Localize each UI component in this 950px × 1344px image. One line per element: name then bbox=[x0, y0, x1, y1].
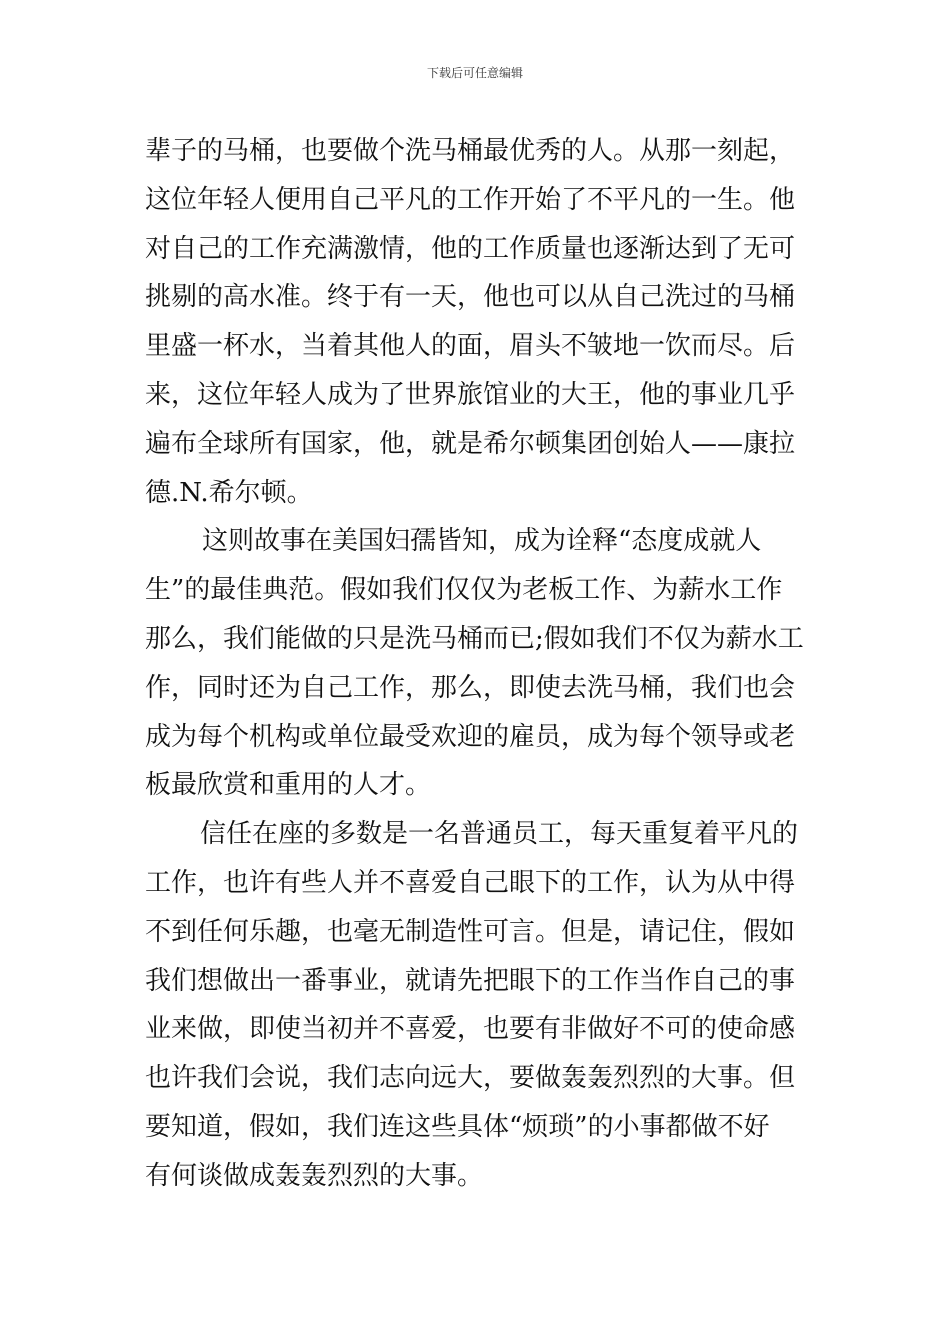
paragraph-3 bbox=[145, 810, 809, 1200]
text-line: 信任在座的多数是一名普通员工，每天重复着平凡的 bbox=[200, 819, 799, 850]
page-header: 下载后可任意编辑 bbox=[426, 66, 523, 80]
text-line: 里盛一杯水，当着其他人的面，眉头不皱地一饮而尽。后 bbox=[145, 331, 796, 362]
text-line: 那么，我们能做的只是洗马桶而已;假如我们不仅为薪水工 bbox=[145, 623, 804, 654]
text-line: 来，这位年轻人成为了世界旅馆业的大王，他的事业几乎 bbox=[145, 379, 796, 410]
text-line: 业来做，即使当初并不喜爱，也要有非做好不可的使命感 bbox=[145, 1014, 796, 1045]
paragraph-1 bbox=[145, 127, 809, 517]
text-line: 德.N.希尔顿。 bbox=[145, 477, 313, 508]
text-line: 作，同时还为自己工作，那么，即使去洗马桶，我们也会 bbox=[145, 672, 796, 703]
text-line: 对自己的工作充满激情，他的工作质量也逐渐达到了无可 bbox=[145, 233, 796, 264]
paragraph-2 bbox=[145, 517, 809, 810]
text-line: 我们想做出一番事业，就请先把眼下的工作当作自己的事 bbox=[145, 965, 796, 996]
text-line: 这位年轻人便用自己平凡的工作开始了不平凡的一生。他 bbox=[145, 184, 796, 215]
text-line: 遍布全球所有国家，他，就是希尔顿集团创始人——康拉 bbox=[145, 428, 796, 459]
text-line: 要知道，假如，我们连这些具体“烦琐”的小事都做不好 bbox=[145, 1111, 770, 1142]
text-line: 这则故事在美国妇孺皆知，成为诠释“态度成就人 bbox=[202, 526, 762, 557]
text-line: 辈子的马桶，也要做个洗马桶最优秀的人。从那一刻起， bbox=[145, 136, 796, 166]
text-line: 也许我们会说，我们志向远大，要做轰轰烈烈的大事。但 bbox=[145, 1063, 796, 1094]
text-line: 挑剔的高水准。终于有一天，他也可以从自己洗过的马桶 bbox=[145, 282, 796, 313]
text-line: 成为每个机构或单位最受欢迎的雇员，成为每个领导或老 bbox=[145, 721, 796, 752]
text-line: 板最欣赏和重用的人才。 bbox=[145, 770, 432, 801]
text-line: 工作，也许有些人并不喜爱自己眼下的工作，认为从中得 bbox=[145, 867, 796, 898]
text-line: 不到任何乐趣，也毫无制造性可言。但是，请记住，假如 bbox=[145, 916, 796, 947]
text-line: 生”的最佳典范。假如我们仅仅为老板工作、为薪水工作 bbox=[145, 575, 783, 606]
document-body bbox=[145, 127, 809, 1201]
text-line: 有何谈做成轰轰烈烈的大事。 bbox=[145, 1160, 484, 1191]
